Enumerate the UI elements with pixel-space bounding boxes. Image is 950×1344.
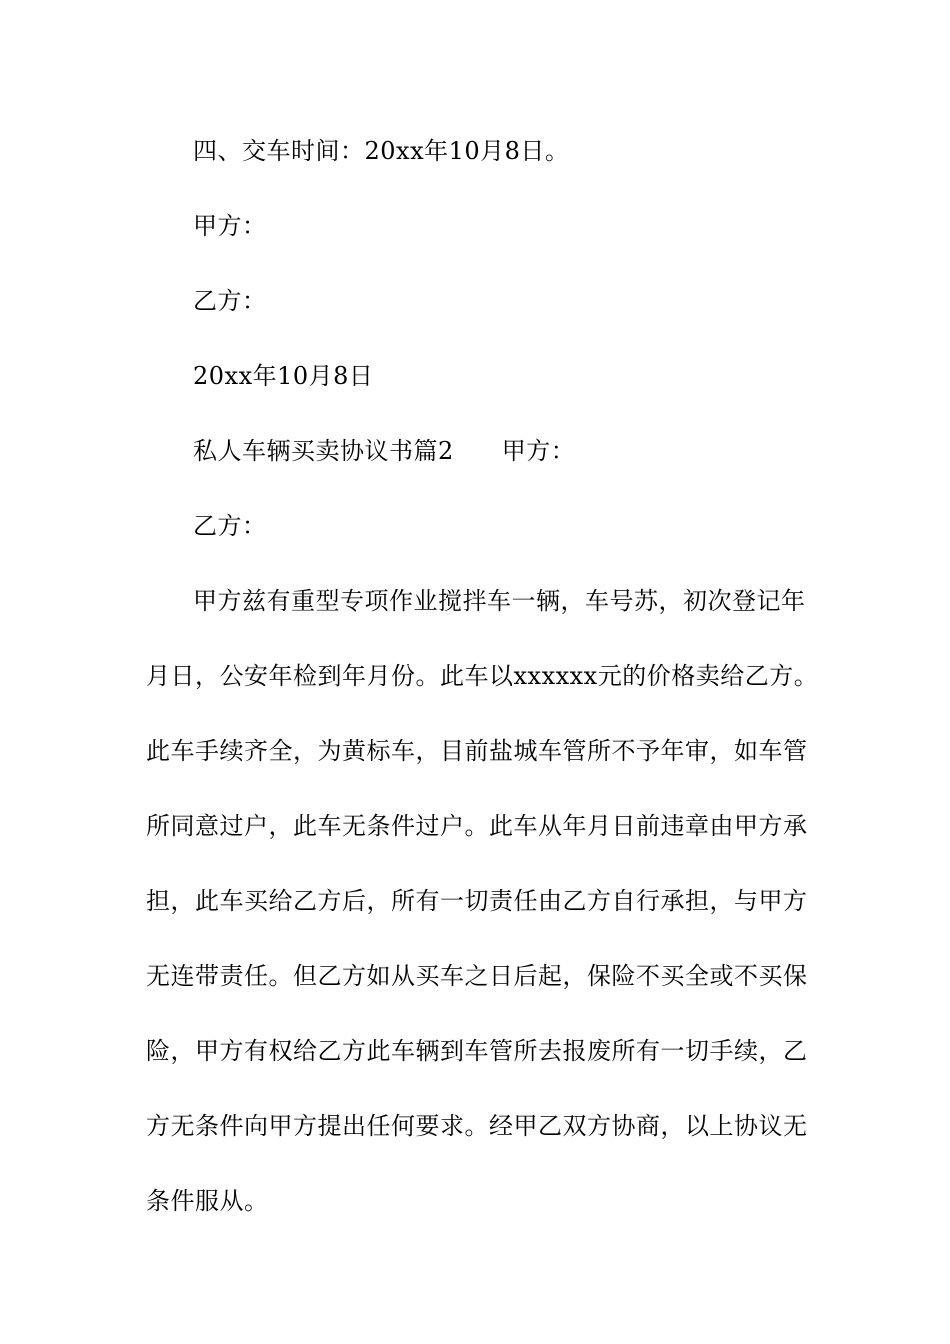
delivery-time-line: 四、交车时间：20xx年10月8日。 bbox=[193, 137, 570, 165]
paragraph-line: 险，甲方有权给乙方此车辆到车管所去报废所有一切手续，乙 bbox=[146, 1037, 808, 1065]
party-a-label: 甲方： bbox=[193, 212, 267, 240]
paragraph-line: 甲方兹有重型专项作业搅拌车一辆，车号苏，初次登记年 bbox=[193, 587, 806, 615]
paragraph-line: 方无条件向甲方提出任何要求。经甲乙双方协商，以上协议无 bbox=[146, 1112, 808, 1140]
date-line: 20xx年10月8日 bbox=[193, 362, 374, 390]
paragraph-line: 此车手续齐全，为黄标车，目前盐城车管所不予年审，如车管 bbox=[146, 737, 808, 765]
paragraph-line: 担，此车买给乙方后，所有一切责任由乙方自行承担，与甲方 bbox=[146, 887, 808, 915]
paragraph-line: 月日，公安年检到年月份。此车以xxxxxx元的价格卖给乙方。 bbox=[146, 662, 819, 690]
section-heading-line bbox=[193, 431, 813, 471]
section-title: 私人车辆买卖协议书篇2 bbox=[193, 437, 454, 465]
paragraph-line: 无连带责任。但乙方如从买车之日后起，保险不买全或不买保 bbox=[146, 962, 808, 990]
paragraph-line: 所同意过户，此车无条件过户。此车从年月日前违章由甲方承 bbox=[146, 812, 808, 840]
party-b-label-2: 乙方： bbox=[193, 512, 267, 540]
party-b-label: 乙方： bbox=[193, 287, 267, 315]
party-a-label-2: 甲方： bbox=[501, 437, 576, 465]
paragraph-line: 条件服从。 bbox=[146, 1187, 269, 1215]
